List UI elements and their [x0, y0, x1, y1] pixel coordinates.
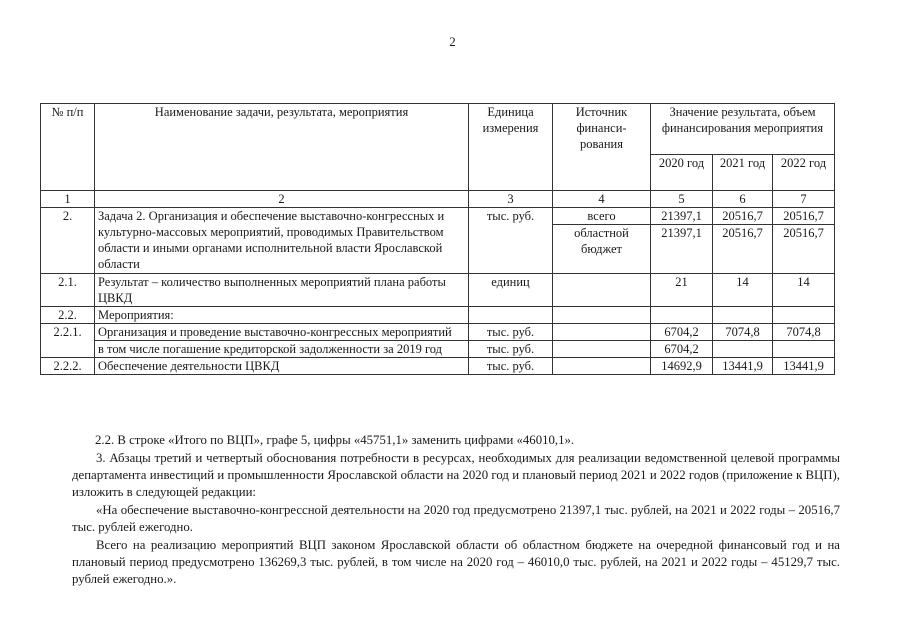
- row-value-2020: 21: [651, 274, 713, 307]
- row-name: в том числе погашение кредиторской задолженности за 2019 год: [95, 341, 469, 358]
- row-unit: единиц: [469, 274, 553, 307]
- row-value-2022: 20516,7: [773, 208, 835, 225]
- row-value-2020: 6704,2: [651, 341, 713, 358]
- header-num: № п/п: [41, 104, 95, 191]
- row-value-2020: 14692,9: [651, 358, 713, 375]
- row-num: 2.2.2.: [41, 358, 95, 375]
- row-source: областной бюджет: [553, 225, 651, 274]
- page-number: 2: [449, 34, 456, 49]
- table-row: [41, 307, 835, 324]
- row-value-2022: 13441,9: [773, 358, 835, 375]
- row-value-2021: 20516,7: [713, 225, 773, 274]
- row-source: всего: [553, 208, 651, 225]
- row-num: 2.: [41, 208, 95, 274]
- row-value-2021: 13441,9: [713, 358, 773, 375]
- col-number: 7: [773, 191, 835, 208]
- col-number: 6: [713, 191, 773, 208]
- row-value-2022: 20516,7: [773, 225, 835, 274]
- header-unit: Единица измерения: [469, 104, 553, 191]
- row-unit: тыс. руб.: [469, 358, 553, 375]
- table-row: [41, 341, 835, 358]
- row-name: Задача 2. Организация и обеспечение выставочно-конгрессных и культурно-массовых мероприятий, проводимых Правительством области и иными органами исполнительной власти Ярославской области: [95, 208, 469, 274]
- paragraph-quote-1: «На обеспечение выставочно-конгрессной деятельности на 2020 год предусмотрено 21397,1 тыс. рублей, на 2021 и 2022 годы – 20516,7 тыс. рублей ежегодно.: [72, 503, 840, 534]
- paragraph-3: 3. Абзацы третий и четвертый обоснования потребности в ресурсах, необходимых для реализации ведомственной целевой программы департамента инвестиций и промышленности Ярославской области на 2020 год и плановый период 2021 и 2022 годов (приложение к ВЦП), изложить в следующей редакции:: [72, 451, 840, 499]
- col-number: 5: [651, 191, 713, 208]
- row-num: 2.1.: [41, 274, 95, 307]
- col-number: 2: [95, 191, 469, 208]
- paragraph-2-2: 2.2. В строке «Итого по ВЦП», графе 5, цифры «45751,1» заменить цифрами «46010,1».: [95, 433, 575, 447]
- row-value-2020: 21397,1: [651, 208, 713, 225]
- row-unit: тыс. руб.: [469, 324, 553, 341]
- row-value-2022: [773, 341, 835, 358]
- program-table: [40, 103, 835, 375]
- row-name: Результат – количество выполненных мероприятий плана работы ЦВКД: [95, 274, 469, 307]
- header-name: Наименование задачи, результата, мероприятия: [95, 104, 469, 191]
- row-value-2021: 14: [713, 274, 773, 307]
- row-name: Организация и проведение выставочно-конгрессных мероприятий: [95, 324, 469, 341]
- row-unit: тыс. руб.: [469, 341, 553, 358]
- row-num: 2.2.1.: [41, 324, 95, 358]
- column-number-row: [41, 191, 835, 208]
- header-year-2021: 2021 год: [713, 155, 773, 191]
- table-row: [41, 208, 835, 225]
- col-number: 4: [553, 191, 651, 208]
- row-value-2021: [713, 341, 773, 358]
- col-number: 3: [469, 191, 553, 208]
- row-value-2022: 7074,8: [773, 324, 835, 341]
- row-value-2021: 20516,7: [713, 208, 773, 225]
- row-unit: тыс. руб.: [469, 208, 553, 274]
- row-name: Обеспечение деятельности ЦВКД: [95, 358, 469, 375]
- row-value-2020: 6704,2: [651, 324, 713, 341]
- row-value-2021: 7074,8: [713, 324, 773, 341]
- header-value: Значение результата, объем финансирования мероприятия: [651, 104, 835, 155]
- header-year-2022: 2022 год: [773, 155, 835, 191]
- row-value-2020: 21397,1: [651, 225, 713, 274]
- col-number: 1: [41, 191, 95, 208]
- table-row: [41, 358, 835, 375]
- paragraph-quote-2: Всего на реализацию мероприятий ВЦП законом Ярославской области об областном бюджете на очередной финансовый год и на плановый период предусмотрено 136269,3 тыс. рублей, в том числе на 2020 год – 46010,0 тыс. рублей, на 2021 и 2022 годы – 45129,7 тыс. рублей ежегодно.».: [72, 538, 840, 586]
- row-num: 2.2.: [41, 307, 95, 324]
- table-row: [41, 324, 835, 341]
- header-year-2020: 2020 год: [651, 155, 713, 191]
- header-row: [41, 104, 835, 155]
- row-value-2022: 14: [773, 274, 835, 307]
- header-source: Источник финанси-рования: [553, 104, 651, 191]
- table-row: [41, 274, 835, 307]
- row-name: Мероприятия:: [95, 307, 469, 324]
